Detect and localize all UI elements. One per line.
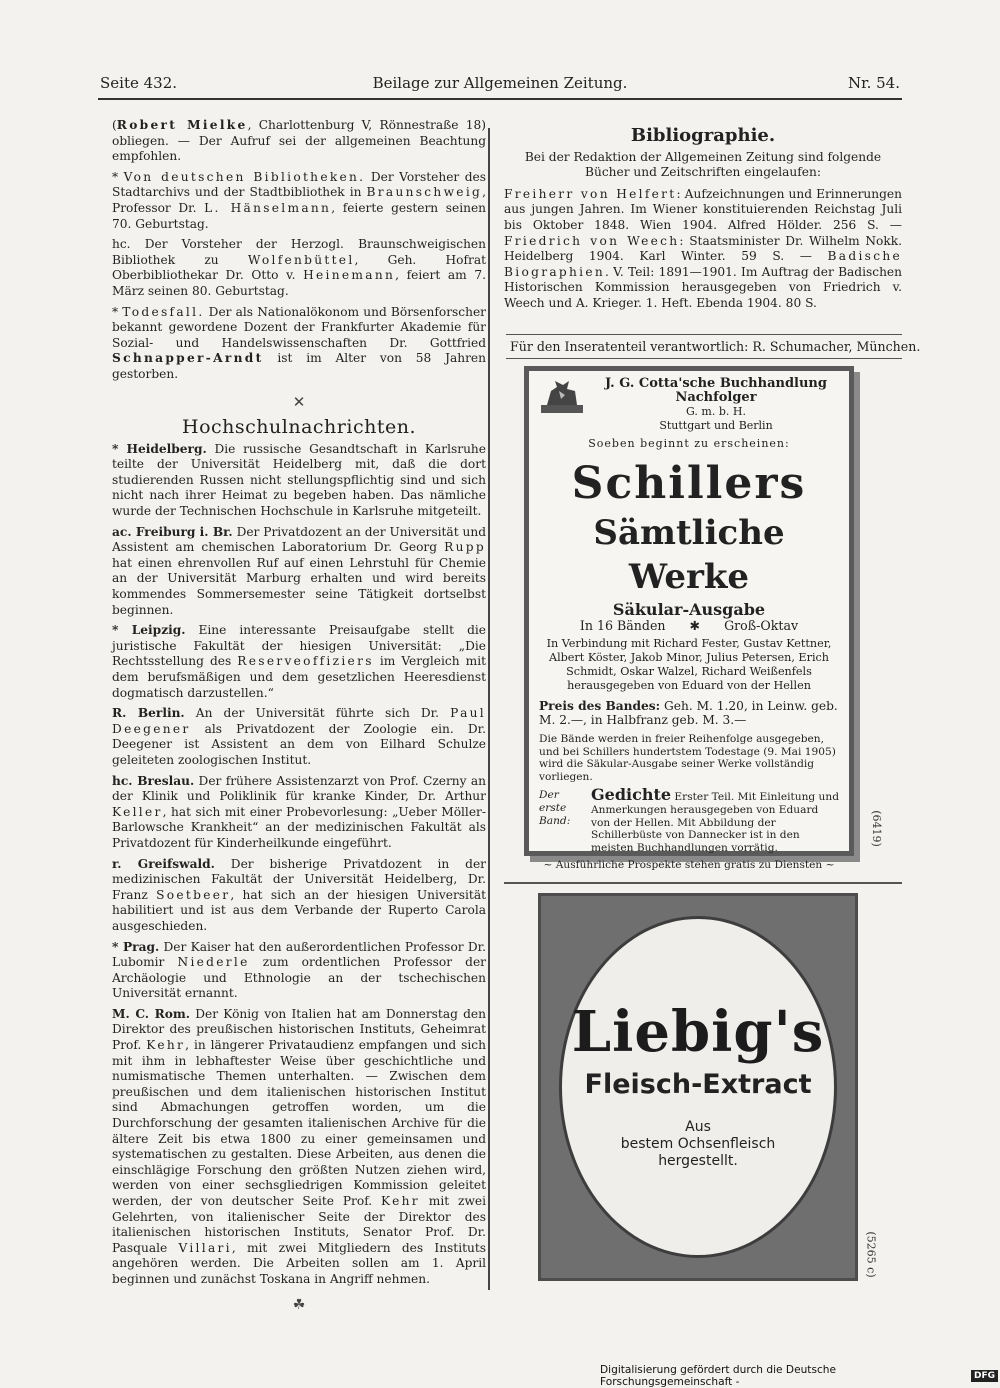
advertisement-separator: [504, 882, 902, 884]
left-column: [112, 118, 486, 1313]
publisher-legal: G. m. b. H.: [686, 405, 746, 418]
liebig-brand: Liebig's: [571, 999, 825, 1065]
liebig-advertisement: [538, 893, 858, 1281]
footer-text: Digitalisierung gefördert durch die Deutsche Forschungsgemeinschaft -: [600, 1363, 837, 1388]
first-volume-info: Der erste Band: Gedichte Erster Teil. Mit Einleitung und Anmerkungen herausgegeben von Eduard von der Hellen. Mit Abbildung der Schillerbüste von Dannecker ist in den meisten Buchhandlungen vorrätig.: [539, 785, 839, 854]
announce-line: Soeben beginnt zu erscheinen:: [588, 437, 790, 450]
news-berlin: R. Berlin. An der Universität führte sich Dr. Paul Deegener als Privatdozent der Zoologie ein. Dr. Deegener ist Assistent an dem von Eilhard Schulze geleiteten zoologischen Institut.: [112, 706, 486, 767]
news-breslau: hc. Breslau. Der frühere Assistenzarzt von Prof. Czerny an der Klinik und Poliklinik für kranke Kinder, Dr. Arthur Keller, hat sich mit einer Probevorlesung: „Ueber Möller-Barlowsche Krankheit“ an der medizinischen Fakultät als Privatdozent für Kinderheilkunde eingeführt.: [112, 773, 486, 850]
price-info: Preis des Bandes: Geh. M. 1.20, in Leinw. geb. M. 2.—, in Halbfranz geb. M. 3.—: [539, 699, 838, 727]
supplement-title: Beilage zur Allgemeinen Zeitung.: [372, 74, 628, 92]
star-icon: ✱: [689, 618, 701, 633]
digitization-footer: [600, 1363, 998, 1388]
paragraph-todesfall: * Todesfall. Der als Nationalökonom und Börsenforscher bekannt gewordene Dozent der Frankfurter Akademie für Sozial- und Handelswissenschaften Dr. Gottfried Schnapper-Arndt ist im Alter von 58 Jahren gestorben.: [112, 304, 487, 381]
bibliography-intro: Bei der Redaktion der Allgemeinen Zeitung sind folgende Bücher und Zeitschriften eingelaufen:: [524, 149, 882, 180]
page-number: Seite 432.: [100, 74, 178, 92]
liebig-oval: [559, 916, 837, 1258]
header-rule: [98, 98, 902, 100]
heading-bibliotheken: Von deutschen Bibliotheken.: [123, 169, 366, 184]
bibliography-entries: Freiherr von Helfert: Aufzeichnungen und Erinnerungen aus jungen Jahren. Im Wiener konstituierenden Reichstag Juli bis Oktober 1848. Wien 1904. Alfred Hölder. 256 S. — Friedrich von Weech: Staatsminister Dr. Wilhelm Nokk. Heidelberg 1904. Karl Winter. 59 S. — Badische Biographien. V. Teil: 1891—1901. Im Auftrag der Badischen Historischen Kommission herausgegeben von Friedrich v. Weech und A. Krieger. 1. Heft. Ebenda 1904. 80 S.: [504, 186, 902, 310]
news-freiburg: ac. Freiburg i. Br. Der Privatdozent an der Universität und Assistent am chemischen Laboratorium Dr. Georg Rupp hat einen ehrenvollen Ruf auf einen Lehrstuhl für Chemie an der Universität Marburg erhalten und wird bereits kommendes Sommersemester seine Tätigkeit dortselbst beginnen.: [112, 524, 486, 617]
responsible-rule-top: [506, 334, 902, 335]
prospect-line: ~ Ausführliche Prospekte stehen gratis zu Diensten ~: [543, 859, 835, 872]
name-mielke: Robert Mielke: [116, 118, 248, 132]
news-rom: M. C. Rom. Der König von Italien hat am Donnerstag den Direktor des preußischen historischen Instituts, Geheimrat Prof. Kehr, in längerer Privataudienz empfangen und sich mit ihm in lebhaftester Weise über geschichtliche und numismatische Themen unterhalten. — Zwischen dem preußischen und dem italienischen historischen Institut sind Abmachungen getroffen worden, um die Durchforschung der gesamten italienischen Archive für die ältere Zeit bis etwa 1800 zu einer gemeinsamen und systematischen zu gestalten. Diese Arbeiten, aus denen die einschlägige Forschung den größten Nutzen ziehen wird, werden von einer sechsgliedrigen Kommission geleitet werden, der von deutscher Seite Prof. Kehr mit zwei Gelehrten, von italienischer Seite der Direktor des italienischen historischen Instituts, Senator Prof. Dr. Pasquale Villari, mit zwei Mitgliedern des Instituts angehören werden. Die Arbeiten sollen am 1. April beginnen und zunächst Toskana in Angriff nehmen.: [112, 1006, 486, 1286]
news-leipzig: * Leipzig. Eine interessante Preisaufgabe stellt die juristische Fakultät der hiesigen Universität: „Die Rechtsstellung des Reserveoffiziers im Vergleich mit dem berufsmäßigen und dem gesetzlichen Heeresdienst dogmatisch darzustellen.“: [112, 623, 486, 700]
liebig-tagline: Aus bestem Ochsenfleisch hergestellt.: [620, 1119, 776, 1169]
bibliography-section: [504, 125, 902, 312]
volume-info: In 16 Bänden ✱ Groß-Oktav: [579, 618, 799, 633]
news-prag: * Prag. Der Kaiser hat den außerordentlichen Professor Dr. Lubomir Niederle zum ordentlichen Professor der Archäologie und Ethnologie an der tschechischen Universität ernannt.: [112, 939, 486, 1001]
liebig-ad-number: (5265 c): [864, 1231, 878, 1278]
column-divider: [488, 128, 490, 1290]
ad-title-schillers: Schillers: [571, 458, 807, 509]
paragraph-bibliotheken: * Von deutschen Bibliotheken. Der Vorsteher des Stadtarchivs und der Stadtbibliothek in Braunschweig, Professor Dr. L. Hänselmann, feierte gestern seinen 70. Geburtstag.: [112, 169, 487, 231]
heading-todesfall: Todesfall.: [122, 304, 205, 319]
cotta-advertisement: [524, 366, 854, 872]
collaborators: In Verbindung mit Richard Fester, Gustav Kettner, Albert Köster, Jakob Minor, Julius Petersen, Erich Schmidt, Oskar Walzel, Richard Weißenfels herausgegeben von Eduard von der Hellen: [546, 637, 832, 692]
news-greifswald: r. Greifswald. Der bisherige Privatdozent in der medizinischen Fakultät der Universität Heidelberg, Dr. Franz Soetbeer, hat sich an der hiesigen Universität habilitiert und ist aus dem Verbande der Ruperto Carola ausgeschieden.: [112, 856, 486, 933]
dfg-logo: DFG: [971, 1370, 998, 1382]
publisher-name: J. G. Cotta'sche Buchhandlung Nachfolger: [605, 376, 827, 405]
gedichte-title: Gedichte: [591, 785, 672, 805]
cotta-ad-number: (6419): [869, 810, 883, 847]
publication-note: Die Bände werden in freier Reihenfolge ausgegeben, und bei Schillers hundertstem Todestage (9. Mai 1905) wird die Säkular-Ausgabe seiner Werke vollständig vorliegen.: [539, 733, 836, 783]
responsible-rule-bottom: [506, 358, 902, 359]
ad-title-werke: Sämtliche Werke: [593, 513, 785, 597]
paragraph-wolfenbuettel: hc. Der Vorsteher der Herzogl. Braunschweigischen Bibliothek zu Wolfenbüttel, Geh. Hofrat Oberbibliothekar Dr. Otto v. Heinemann, feiert am 7. März seinen 80. Geburtstag.: [112, 237, 486, 298]
paragraph-aufruf: (Robert Mielke, Charlottenburg V, Rönnestraße 18) obliegen. — Der Aufruf sei der allgemeinen Beachtung empfohlen.: [112, 118, 486, 164]
section-ornament: ✕: [292, 392, 306, 411]
edition-name: Säkular-Ausgabe: [612, 600, 766, 619]
page-header: [100, 74, 900, 98]
end-ornament: ☘: [292, 1296, 306, 1313]
liebig-product: Fleisch-Extract: [584, 1069, 812, 1100]
bibliography-title: Bibliographie.: [630, 125, 776, 146]
issue-number: Nr. 54.: [847, 74, 900, 92]
section-title: Hochschulnachrichten.: [182, 416, 416, 439]
griffin-emblem-icon: [539, 377, 585, 417]
responsible-line: Für den Inseratenteil verantwortlich: R. Schumacher, München.: [510, 339, 921, 354]
publisher-location: Stuttgart und Berlin: [659, 419, 773, 432]
news-heidelberg: * Heidelberg. Die russische Gesandtschaft in Karlsruhe teilte der Universität Heidelberg mit, daß die dort studierenden Russen nicht stellungspflichtig sind und sich nicht nach ihrer Heimat zu begeben haben. Das nämliche wurde der Technischen Hochschule in Karlsruhe mitgeteilt.: [112, 441, 486, 519]
